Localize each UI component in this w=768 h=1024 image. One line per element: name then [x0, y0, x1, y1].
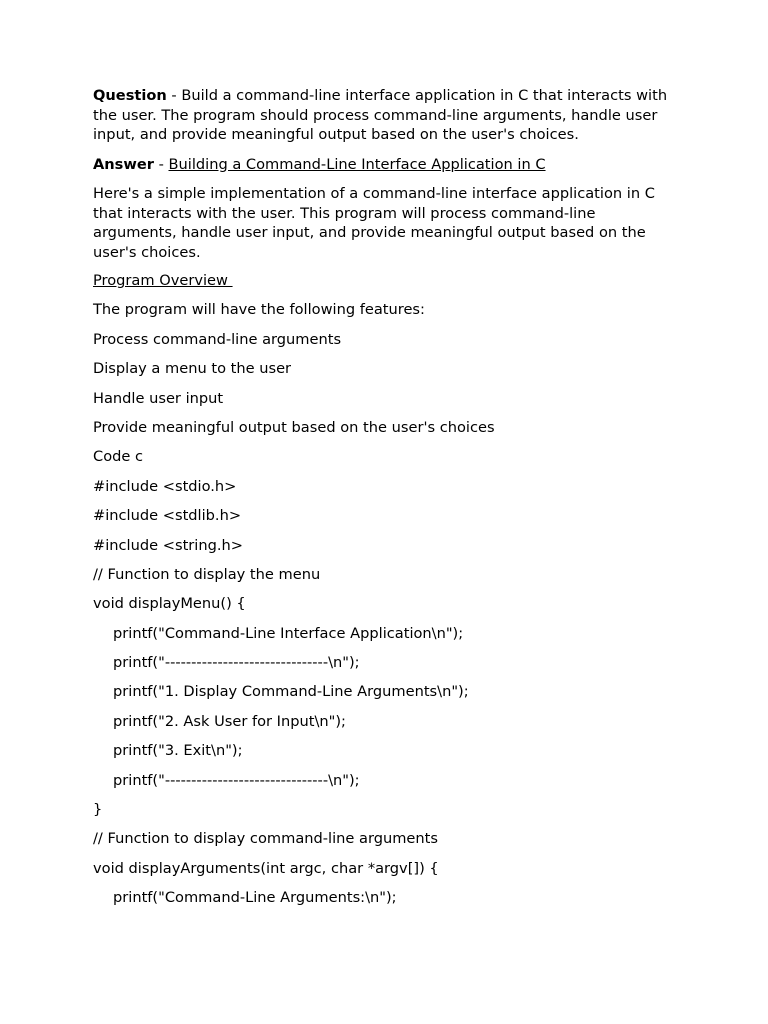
- code-line: void displayMenu() {: [93, 595, 246, 613]
- code-line: #include <stdio.h>: [93, 477, 237, 495]
- document-page: [93, 86, 683, 919]
- answer-separator: -: [153, 155, 169, 173]
- code-comment: // Function to display the menu: [93, 565, 321, 583]
- answer-label: Answer: [93, 155, 154, 173]
- question-text: Build a command-line interface application in C that interacts with the user. The program should process command-line arguments, handle user input, and provide meaningful output based on the user's choices.: [93, 87, 668, 143]
- features-intro: The program will have the following features:: [93, 301, 425, 319]
- code-line: }: [93, 801, 103, 819]
- code-line: printf("1. Display Command-Line Arguments\n");: [113, 683, 469, 701]
- feature-item: Provide meaningful output based on the user's choices: [93, 418, 495, 436]
- question-separator: -: [166, 87, 182, 104]
- code-line: printf("3. Exit\n");: [113, 742, 243, 760]
- code-line: printf("-------------------------------\n");: [113, 654, 360, 672]
- answer-paragraph: [93, 155, 683, 175]
- code-comment: // Function to display command-line arguments: [93, 830, 438, 848]
- code-label: Code c: [93, 448, 144, 466]
- code-line: printf("Command-Line Interface Application\n");: [113, 624, 464, 642]
- overview-heading-text: Program Overview: [93, 272, 233, 289]
- question-paragraph: [93, 86, 683, 145]
- answer-title: Building a Command-Line Interface Application in C: [168, 155, 546, 173]
- feature-item: Display a menu to the user: [93, 360, 292, 378]
- code-line: #include <string.h>: [93, 536, 243, 554]
- code-line: printf("-------------------------------\n");: [113, 771, 360, 789]
- feature-item: Handle user input: [93, 389, 224, 407]
- code-line: void displayArguments(int argc, char *argv[]) {: [93, 859, 439, 877]
- question-label: Question: [93, 87, 167, 104]
- code-line: printf("2. Ask User for Input\n");: [113, 712, 346, 730]
- code-line: #include <stdlib.h>: [93, 507, 242, 525]
- feature-item: Process command-line arguments: [93, 330, 342, 348]
- intro-paragraph: Here's a simple implementation of a command-line interface application in C that interacts with the user. This program will process command-line arguments, handle user input, and provide meaningful output based on the user's choices.: [93, 185, 655, 261]
- overview-heading: [93, 272, 683, 292]
- code-line: printf("Command-Line Arguments:\n");: [113, 889, 397, 907]
